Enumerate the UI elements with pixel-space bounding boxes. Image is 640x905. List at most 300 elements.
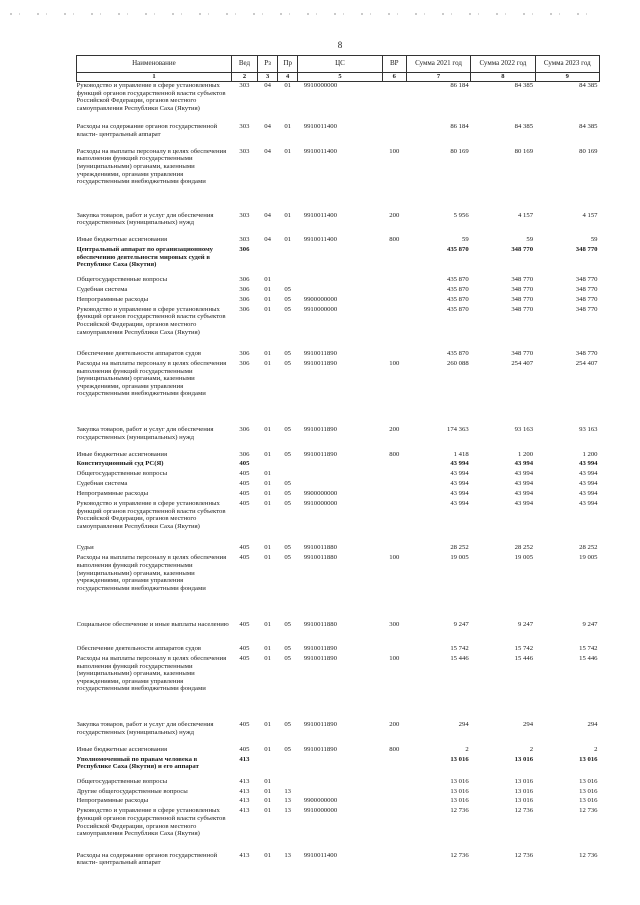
row-sum-2021: 86 184 bbox=[450, 123, 469, 131]
table-row bbox=[77, 276, 600, 286]
row-vr bbox=[382, 788, 406, 798]
row-vr bbox=[382, 350, 406, 360]
row-name: Закупка товаров, работ и услуг для обеспечения государственных (муниципальных) нужд bbox=[76, 721, 214, 736]
row-sum-2021: 435 870 bbox=[446, 285, 469, 293]
header-cs: ЦС bbox=[298, 56, 382, 73]
row-sum-2022: 19 005 bbox=[514, 554, 534, 562]
row-ved: 306 bbox=[239, 349, 250, 357]
row-pr: 13 bbox=[284, 787, 292, 795]
row-ved: 413 bbox=[239, 777, 250, 785]
row-vr: 800 bbox=[389, 236, 400, 244]
row-vr bbox=[382, 82, 406, 124]
table-row bbox=[77, 296, 600, 306]
row-sum-2022: 43 994 bbox=[514, 470, 534, 478]
row-name: Непрограммные расходы bbox=[76, 295, 149, 303]
header-name: Наименование bbox=[77, 56, 232, 73]
row-vr bbox=[382, 500, 406, 544]
row-ved: 405 bbox=[239, 460, 250, 468]
scan-noise-strip bbox=[10, 13, 590, 15]
row-vr bbox=[382, 645, 406, 655]
column-number-row bbox=[77, 73, 600, 82]
row-sum-2023: 13 016 bbox=[579, 797, 598, 805]
row-cs bbox=[298, 460, 382, 470]
row-sum-2023: 254 407 bbox=[575, 359, 598, 367]
row-vr bbox=[382, 246, 406, 276]
row-sum-2021: 5 956 bbox=[453, 211, 469, 219]
row-pr: 01 bbox=[284, 123, 292, 131]
row-sum-2023: 12 736 bbox=[579, 807, 598, 815]
row-ved: 405 bbox=[239, 480, 250, 488]
row-rz: 01 bbox=[264, 851, 271, 859]
row-pr: 05 bbox=[284, 745, 292, 753]
row-vr: 100 bbox=[389, 359, 400, 367]
header-rz: Рз bbox=[258, 56, 278, 73]
row-pr: 05 bbox=[284, 295, 292, 303]
row-cs bbox=[298, 470, 382, 480]
row-name: Непрограммные расходы bbox=[76, 490, 149, 498]
row-sum-2022: 93 163 bbox=[514, 426, 534, 434]
row-sum-2021: 435 870 bbox=[446, 246, 469, 254]
row-cs: 9910011890 bbox=[303, 450, 337, 458]
row-cs: 9910011400 bbox=[303, 211, 337, 219]
table-row bbox=[77, 746, 600, 756]
row-sum-2023: 43 994 bbox=[579, 490, 598, 498]
row-sum-2023: 12 736 bbox=[579, 851, 598, 859]
row-sum-2021: 435 870 bbox=[446, 349, 469, 357]
table-row bbox=[77, 460, 600, 470]
row-pr: 05 bbox=[284, 349, 292, 357]
row-sum-2023: 80 169 bbox=[579, 147, 598, 155]
row-ved: 306 bbox=[239, 450, 250, 458]
row-name: Социальное обеспечение и иные выплаты населению bbox=[76, 620, 229, 628]
row-cs: 9910011880 bbox=[303, 554, 337, 562]
row-cs bbox=[298, 756, 382, 778]
row-sum-2023: 59 bbox=[590, 236, 598, 244]
header-vr: ВР bbox=[382, 56, 406, 73]
table-row bbox=[77, 123, 600, 147]
row-sum-2021: 43 994 bbox=[450, 500, 469, 508]
row-vr bbox=[382, 470, 406, 480]
row-sum-2022: 294 bbox=[523, 721, 534, 729]
row-vr: 100 bbox=[389, 147, 400, 155]
row-vr: 200 bbox=[389, 211, 400, 219]
row-name: Расходы на выплаты персоналу в целях обеспечения выполнения функций государственными (муниципальными) органами, казенными учреждениями, органами управления государственными внебюджетными фондами bbox=[76, 554, 227, 592]
row-rz: 01 bbox=[264, 620, 271, 628]
table-row bbox=[77, 286, 600, 296]
row-sum-2022: 9 247 bbox=[518, 620, 534, 628]
row-vr bbox=[382, 123, 406, 147]
row-ved: 306 bbox=[239, 426, 250, 434]
row-sum-2023: 43 994 bbox=[579, 480, 598, 488]
row-sum-2023: 348 770 bbox=[575, 285, 598, 293]
row-rz: 01 bbox=[264, 500, 271, 508]
row-ved: 405 bbox=[239, 654, 250, 662]
row-rz bbox=[258, 246, 278, 276]
row-pr: 05 bbox=[284, 490, 292, 498]
row-ved: 405 bbox=[239, 620, 250, 628]
table-row bbox=[77, 426, 600, 450]
row-cs: 9910011890 bbox=[303, 349, 337, 357]
table-row bbox=[77, 756, 600, 778]
table-row bbox=[77, 621, 600, 645]
table-row bbox=[77, 807, 600, 851]
row-sum-2022: 84 385 bbox=[514, 82, 534, 89]
row-pr: 13 bbox=[284, 807, 292, 815]
row-pr: 05 bbox=[284, 480, 292, 488]
row-pr: 01 bbox=[284, 236, 292, 244]
row-sum-2023: 43 994 bbox=[579, 470, 598, 478]
row-sum-2023: 15 446 bbox=[579, 654, 598, 662]
row-sum-2023: 19 005 bbox=[579, 554, 598, 562]
row-cs bbox=[298, 480, 382, 490]
table-row bbox=[77, 350, 600, 360]
table-row bbox=[77, 554, 600, 620]
row-pr: 05 bbox=[284, 500, 292, 508]
row-rz: 01 bbox=[264, 450, 271, 458]
row-sum-2022: 13 016 bbox=[514, 755, 534, 763]
row-sum-2022: 80 169 bbox=[514, 147, 534, 155]
row-sum-2021: 13 016 bbox=[450, 755, 469, 763]
row-vr: 100 bbox=[389, 654, 400, 662]
row-name: Уполномоченный по правам человека в Республике Саха (Якутия) и его аппарат bbox=[76, 755, 199, 771]
row-sum-2021: 43 994 bbox=[450, 460, 469, 468]
column-number: 8 bbox=[471, 73, 535, 82]
row-pr bbox=[278, 460, 298, 470]
row-ved: 303 bbox=[239, 82, 250, 89]
table-header bbox=[77, 56, 600, 82]
row-rz: 01 bbox=[264, 745, 271, 753]
row-sum-2023: 15 742 bbox=[579, 645, 598, 652]
row-sum-2023: 9 247 bbox=[582, 620, 598, 628]
row-name: Закупка товаров, работ и услуг для обеспечения государственных (муниципальных) нужд bbox=[76, 211, 214, 227]
row-pr: 05 bbox=[284, 285, 292, 293]
row-pr: 13 bbox=[284, 851, 292, 859]
row-rz: 01 bbox=[264, 285, 271, 293]
row-cs: 9910011400 bbox=[303, 123, 337, 131]
row-sum-2022: 43 994 bbox=[514, 500, 534, 508]
row-name: Иные бюджетные ассигнования bbox=[76, 745, 168, 753]
row-cs: 9910011400 bbox=[303, 147, 337, 155]
row-ved: 413 bbox=[239, 797, 250, 805]
row-rz: 04 bbox=[264, 211, 271, 219]
row-sum-2022: 4 157 bbox=[518, 211, 534, 219]
row-sum-2021: 12 736 bbox=[450, 851, 469, 859]
row-name: Расходы на содержание органов государственной власти- центральный аппарат bbox=[76, 851, 218, 867]
row-sum-2021: 43 994 bbox=[450, 480, 469, 488]
row-rz: 01 bbox=[264, 807, 271, 815]
row-ved: 306 bbox=[239, 275, 250, 283]
row-ved: 303 bbox=[239, 147, 250, 155]
row-vr: 200 bbox=[389, 721, 400, 729]
row-sum-2022: 43 994 bbox=[514, 460, 534, 468]
row-rz: 01 bbox=[264, 275, 271, 283]
row-sum-2023: 348 770 bbox=[575, 295, 598, 303]
row-name: Обеспечение деятельности аппаратов судов bbox=[76, 349, 202, 357]
row-name: Судебная система bbox=[76, 285, 128, 293]
table-row bbox=[77, 212, 600, 236]
row-sum-2021: 2 bbox=[465, 745, 469, 753]
table-row bbox=[77, 236, 600, 246]
row-sum-2021: 174 363 bbox=[446, 426, 469, 434]
row-vr bbox=[382, 480, 406, 490]
row-vr: 800 bbox=[389, 745, 400, 753]
row-cs: 9910011890 bbox=[303, 359, 337, 367]
column-number: 2 bbox=[231, 73, 257, 82]
row-cs bbox=[298, 276, 382, 286]
row-name: Другие общегосударственные вопросы bbox=[76, 787, 188, 795]
row-rz: 01 bbox=[264, 721, 271, 729]
row-pr: 01 bbox=[284, 211, 292, 219]
row-sum-2021: 86 184 bbox=[450, 82, 469, 89]
row-pr: 05 bbox=[284, 721, 292, 729]
row-rz: 04 bbox=[264, 82, 271, 89]
table-row bbox=[77, 544, 600, 554]
row-rz: 01 bbox=[264, 777, 271, 785]
row-name: Судьи bbox=[76, 544, 94, 552]
row-sum-2021: 12 736 bbox=[450, 807, 469, 815]
row-name: Расходы на выплаты персоналу в целях обеспечения выполнения функций государственными (муниципальными) органами, казенными учреждениями, органами управления государственными внебюджетными фондами bbox=[76, 654, 227, 693]
row-pr bbox=[278, 276, 298, 286]
row-vr bbox=[382, 544, 406, 554]
row-sum-2022: 348 770 bbox=[511, 285, 534, 293]
row-sum-2023: 2 bbox=[594, 745, 598, 753]
row-vr: 100 bbox=[389, 554, 400, 562]
row-pr: 05 bbox=[284, 554, 292, 562]
row-ved: 306 bbox=[239, 359, 250, 367]
row-name: Общегосударственные вопросы bbox=[76, 777, 168, 785]
row-ved: 413 bbox=[239, 851, 250, 859]
row-sum-2022: 13 016 bbox=[514, 787, 534, 795]
row-ved: 306 bbox=[239, 246, 250, 254]
table-row bbox=[77, 655, 600, 721]
row-ved: 306 bbox=[239, 295, 250, 303]
row-cs: 9910000000 bbox=[303, 500, 338, 508]
row-cs: 9900000000 bbox=[303, 295, 338, 303]
column-number: 5 bbox=[298, 73, 382, 82]
row-sum-2022: 15 446 bbox=[514, 654, 534, 662]
row-sum-2023: 294 bbox=[587, 721, 598, 729]
row-sum-2023: 348 770 bbox=[575, 305, 598, 313]
row-cs: 9910011400 bbox=[303, 236, 337, 244]
row-name: Закупка товаров, работ и услуг для обеспечения государственных (муниципальных) нужд bbox=[76, 426, 214, 441]
row-sum-2022: 43 994 bbox=[514, 490, 534, 498]
row-sum-2023: 348 770 bbox=[575, 349, 598, 357]
row-pr: 05 bbox=[284, 544, 292, 552]
row-ved: 413 bbox=[239, 787, 250, 795]
row-name: Иные бюджетные ассигнования bbox=[76, 236, 168, 244]
row-sum-2022: 2 bbox=[529, 745, 534, 753]
table-row bbox=[77, 788, 600, 798]
header-ved: Вед bbox=[231, 56, 257, 73]
row-rz: 01 bbox=[264, 295, 271, 303]
column-number: 3 bbox=[258, 73, 278, 82]
row-pr: 05 bbox=[284, 654, 292, 662]
row-sum-2022: 348 770 bbox=[511, 349, 534, 357]
row-pr: 05 bbox=[284, 426, 292, 434]
row-sum-2021: 15 742 bbox=[450, 645, 469, 652]
row-sum-2022: 84 385 bbox=[514, 123, 534, 131]
row-rz: 01 bbox=[264, 554, 271, 562]
row-sum-2021: 19 005 bbox=[450, 554, 469, 562]
row-vr bbox=[382, 460, 406, 470]
row-cs: 9910011880 bbox=[303, 620, 337, 628]
row-pr: 05 bbox=[284, 620, 292, 628]
row-cs: 9910011880 bbox=[303, 544, 337, 552]
table-row bbox=[77, 306, 600, 350]
row-vr: 800 bbox=[389, 450, 400, 458]
row-cs: 9910000000 bbox=[303, 305, 338, 313]
row-rz: 01 bbox=[264, 797, 271, 805]
row-sum-2023: 1 200 bbox=[582, 450, 598, 458]
row-name: Общегосударственные вопросы bbox=[76, 470, 168, 478]
row-cs bbox=[298, 286, 382, 296]
row-pr bbox=[278, 246, 298, 276]
row-vr bbox=[382, 797, 406, 807]
row-vr bbox=[382, 276, 406, 286]
row-cs: 9910011890 bbox=[303, 721, 337, 729]
row-pr bbox=[278, 778, 298, 788]
row-cs: 9910011890 bbox=[303, 645, 337, 652]
row-ved: 306 bbox=[239, 285, 250, 293]
row-ved: 405 bbox=[239, 645, 250, 652]
row-pr bbox=[278, 756, 298, 778]
row-vr bbox=[382, 306, 406, 350]
row-ved: 405 bbox=[239, 470, 250, 478]
row-pr: 05 bbox=[284, 359, 292, 367]
row-vr bbox=[382, 807, 406, 851]
row-sum-2023: 84 385 bbox=[579, 82, 598, 89]
row-name: Общегосударственные вопросы bbox=[76, 275, 168, 283]
row-sum-2023: 348 770 bbox=[575, 246, 598, 254]
row-cs: 9910011400 bbox=[303, 851, 337, 859]
row-cs: 9900000000 bbox=[303, 490, 338, 498]
row-pr bbox=[278, 470, 298, 480]
table-row bbox=[77, 148, 600, 212]
row-ved: 306 bbox=[239, 305, 250, 313]
row-sum-2021: 13 016 bbox=[450, 787, 469, 795]
budget-table bbox=[76, 55, 600, 885]
table-row bbox=[77, 470, 600, 480]
table-row bbox=[77, 360, 600, 426]
column-number: 1 bbox=[77, 73, 232, 82]
table-row bbox=[77, 490, 600, 500]
row-cs: 9910000000 bbox=[303, 82, 338, 89]
row-vr bbox=[382, 296, 406, 306]
row-vr bbox=[382, 286, 406, 296]
row-sum-2023: 4 157 bbox=[582, 211, 598, 219]
row-sum-2022: 28 252 bbox=[514, 544, 534, 552]
header-row bbox=[77, 56, 600, 73]
row-ved: 303 bbox=[239, 236, 250, 244]
row-ved: 405 bbox=[239, 745, 250, 753]
row-sum-2022: 348 770 bbox=[511, 295, 534, 303]
row-cs bbox=[298, 778, 382, 788]
row-sum-2021: 435 870 bbox=[446, 275, 469, 283]
row-name: Центральный аппарат по организационному обеспечению деятельности мировых судей в Республике Саха (Якутия) bbox=[76, 246, 213, 269]
header-sum-2022: Сумма 2022 год bbox=[471, 56, 535, 73]
row-rz: 01 bbox=[264, 359, 271, 367]
row-vr bbox=[382, 778, 406, 788]
row-name: Конституционный суд РС(Я) bbox=[76, 460, 164, 468]
row-sum-2023: 43 994 bbox=[579, 460, 598, 468]
header-sum-2023: Сумма 2023 год bbox=[535, 56, 599, 73]
row-vr bbox=[382, 490, 406, 500]
row-sum-2021: 13 016 bbox=[450, 777, 469, 785]
row-name: Расходы на выплаты персоналу в целях обеспечения выполнения функций государственными (муниципальными) органами, казенными учреждениями, органами управления государственными внебюджетными фондами bbox=[76, 359, 227, 398]
row-name: Непрограммные расходы bbox=[76, 797, 149, 805]
row-sum-2023: 13 016 bbox=[579, 755, 598, 763]
table-row bbox=[77, 852, 600, 885]
row-rz: 01 bbox=[264, 426, 271, 434]
row-ved: 405 bbox=[239, 500, 250, 508]
row-cs: 9910011890 bbox=[303, 745, 337, 753]
header-pr: Пр bbox=[278, 56, 298, 73]
row-sum-2021: 435 870 bbox=[446, 305, 469, 313]
row-cs: 9900000000 bbox=[303, 797, 338, 805]
column-number: 4 bbox=[278, 73, 298, 82]
row-vr: 300 bbox=[389, 620, 400, 628]
table-row bbox=[77, 500, 600, 544]
row-sum-2021: 43 994 bbox=[450, 470, 469, 478]
row-sum-2022: 254 407 bbox=[511, 359, 534, 367]
row-rz: 01 bbox=[264, 645, 271, 652]
table-row bbox=[77, 645, 600, 655]
row-sum-2022: 15 742 bbox=[514, 645, 534, 652]
row-sum-2021: 28 252 bbox=[450, 544, 469, 552]
row-sum-2021: 59 bbox=[462, 236, 469, 244]
row-sum-2023: 93 163 bbox=[579, 426, 598, 434]
row-sum-2023: 13 016 bbox=[579, 777, 598, 785]
row-sum-2022: 12 736 bbox=[514, 851, 534, 859]
row-sum-2022: 43 994 bbox=[514, 480, 534, 488]
row-sum-2021: 15 446 bbox=[450, 654, 469, 662]
table-row bbox=[77, 451, 600, 461]
row-sum-2022: 348 770 bbox=[511, 305, 534, 313]
row-cs bbox=[298, 788, 382, 798]
row-ved: 405 bbox=[239, 554, 250, 562]
row-ved: 303 bbox=[239, 211, 250, 219]
row-ved: 405 bbox=[239, 721, 250, 729]
row-sum-2021: 80 169 bbox=[450, 147, 469, 155]
row-name: Судебная система bbox=[76, 480, 128, 488]
row-pr: 01 bbox=[284, 147, 292, 155]
row-vr: 200 bbox=[389, 426, 400, 434]
row-ved: 303 bbox=[239, 123, 250, 131]
row-pr: 05 bbox=[284, 450, 292, 458]
row-pr: 01 bbox=[284, 82, 292, 89]
row-rz: 01 bbox=[264, 349, 271, 357]
row-sum-2021: 43 994 bbox=[450, 490, 469, 498]
row-sum-2021: 13 016 bbox=[450, 797, 469, 805]
row-ved: 405 bbox=[239, 490, 250, 498]
row-ved: 413 bbox=[239, 755, 250, 763]
row-sum-2023: 84 385 bbox=[579, 123, 598, 131]
column-number: 6 bbox=[382, 73, 406, 82]
table-row bbox=[77, 82, 600, 124]
table-row bbox=[77, 721, 600, 745]
row-rz bbox=[258, 460, 278, 470]
table-row bbox=[77, 480, 600, 490]
row-sum-2021: 1 418 bbox=[453, 450, 469, 458]
row-ved: 405 bbox=[239, 544, 250, 552]
row-rz: 04 bbox=[264, 147, 271, 155]
row-name: Руководство и управление в сфере установленных функций органов государственной власти субъектов Российской Федерации, органов местного самоуправления Республики Саха (Якутия) bbox=[76, 305, 226, 336]
row-rz: 01 bbox=[264, 787, 271, 795]
row-name: Расходы на содержание органов государственной власти- центральный аппарат bbox=[76, 123, 218, 139]
table-body bbox=[77, 82, 600, 886]
row-cs: 9910011890 bbox=[303, 654, 337, 662]
row-rz: 01 bbox=[264, 480, 271, 488]
